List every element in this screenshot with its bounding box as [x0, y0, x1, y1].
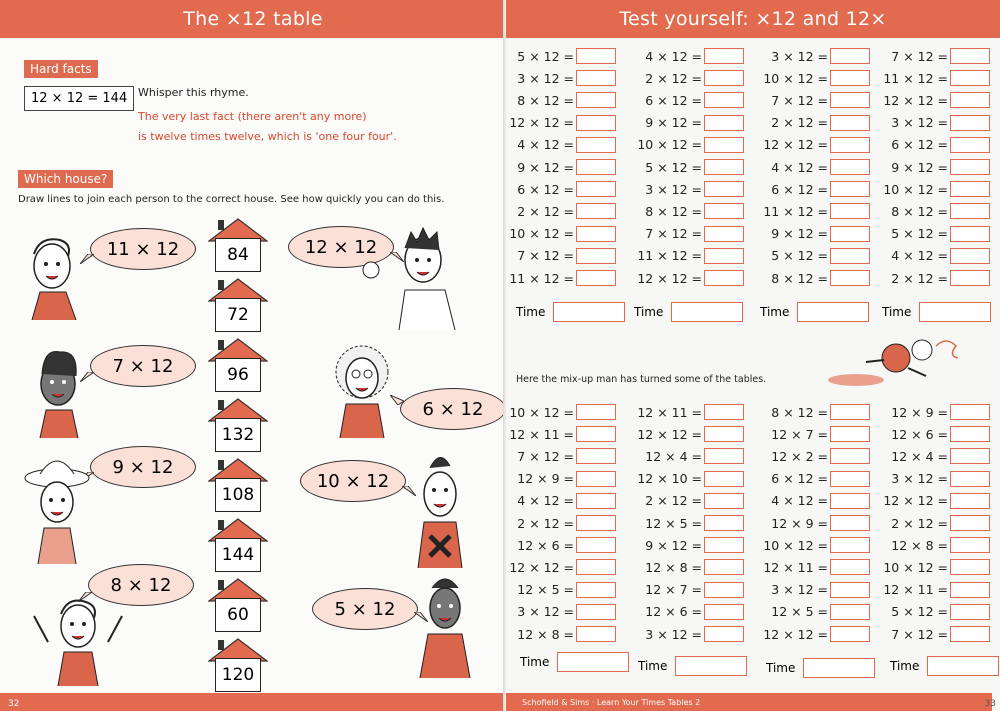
- question-text: 4 × 12 =: [645, 48, 702, 64]
- speech-bubble[interactable]: 5 × 12: [312, 588, 418, 630]
- answer-box[interactable]: [950, 448, 990, 464]
- question-text: 12 × 12 =: [883, 92, 948, 108]
- question-text: 11 × 12 =: [763, 203, 828, 219]
- question-text: 11 × 12 =: [883, 70, 948, 86]
- house-number: 144: [215, 538, 261, 572]
- question-text: 12 × 12 =: [763, 626, 828, 642]
- time-field[interactable]: [760, 302, 869, 322]
- question-text: 3 × 12 =: [891, 115, 948, 131]
- question-text: 12 × 11 =: [509, 426, 574, 442]
- answer-box[interactable]: [950, 582, 990, 598]
- speech-bubble[interactable]: 8 × 12: [88, 564, 194, 606]
- question-text: 7 × 12 =: [645, 226, 702, 242]
- footer-bar: [0, 693, 506, 711]
- question-text: 12 × 5 =: [517, 582, 574, 598]
- house[interactable]: [208, 518, 268, 574]
- question-text: 2 × 12 =: [771, 115, 828, 131]
- footer-bar: [506, 693, 992, 711]
- house-number: 108: [215, 478, 261, 512]
- answer-box[interactable]: [950, 471, 990, 487]
- speech-bubble[interactable]: 12 × 12: [288, 226, 394, 268]
- question-text: 7 × 12 =: [891, 626, 948, 642]
- question-text: 12 × 2 =: [771, 448, 828, 464]
- question-text: 5 × 12 =: [771, 248, 828, 264]
- question-text: 12 × 12 =: [883, 493, 948, 509]
- question-text: 12 × 8 =: [891, 537, 948, 553]
- person-illustration: [20, 230, 90, 320]
- answer-box[interactable]: [950, 626, 990, 642]
- question-text: 6 × 12 =: [645, 92, 702, 108]
- time-label: Time: [634, 305, 664, 319]
- person-illustration: [400, 448, 480, 568]
- house-number: 132: [215, 418, 261, 452]
- question-text: 10 × 12 =: [763, 70, 828, 86]
- answer-box[interactable]: [950, 181, 990, 197]
- question-text: 3 × 12 =: [517, 70, 574, 86]
- question-text: 2 × 12 =: [645, 493, 702, 509]
- speech-bubble[interactable]: 10 × 12: [300, 460, 406, 502]
- time-label: Time: [760, 305, 790, 319]
- answer-box[interactable]: [950, 270, 990, 286]
- question-text: 12 × 12 =: [509, 559, 574, 575]
- question-text: 10 × 12 =: [637, 137, 702, 153]
- time-label: Time: [882, 305, 912, 319]
- time-field[interactable]: [882, 302, 991, 322]
- question-text: 9 × 12 =: [517, 159, 574, 175]
- question-text: 12 × 12 =: [637, 426, 702, 442]
- question-row: [840, 68, 990, 88]
- question-text: 12 × 8 =: [517, 626, 574, 642]
- question-row: [840, 580, 990, 600]
- time-field[interactable]: [638, 656, 747, 676]
- time-label: Time: [516, 305, 546, 319]
- house-number: 120: [215, 658, 261, 692]
- question-text: 9 × 12 =: [645, 115, 702, 131]
- question-text: 12 × 6 =: [891, 426, 948, 442]
- question-text: 3 × 12 =: [771, 582, 828, 598]
- question-text: 12 × 6 =: [645, 604, 702, 620]
- question-text: 12 × 10 =: [637, 471, 702, 487]
- question-text: 10 × 12 =: [509, 226, 574, 242]
- question-text: 6 × 12 =: [771, 181, 828, 197]
- answer-box[interactable]: [950, 537, 990, 553]
- question-text: 4 × 12 =: [517, 493, 574, 509]
- question-text: 10 × 12 =: [883, 559, 948, 575]
- footer-text: Schofield & Sims · Learn Your Times Tables 2: [522, 697, 701, 707]
- time-input[interactable]: [671, 302, 743, 322]
- question-text: 8 × 12 =: [771, 404, 828, 420]
- question-text: 9 × 12 =: [645, 537, 702, 553]
- question-text: 2 × 12 =: [517, 515, 574, 531]
- question-row: [840, 513, 990, 533]
- question-text: 8 × 12 =: [771, 270, 828, 286]
- time-label: Time: [638, 659, 668, 673]
- house[interactable]: [208, 278, 268, 334]
- answer-box[interactable]: [950, 203, 990, 219]
- question-text: 12 × 6 =: [517, 537, 574, 553]
- right-page: [506, 0, 1000, 711]
- time-label: Time: [766, 661, 796, 675]
- question-text: 12 × 7 =: [771, 426, 828, 442]
- question-row: [840, 201, 990, 221]
- time-input[interactable]: [919, 302, 991, 322]
- question-text: 12 × 11 =: [883, 582, 948, 598]
- question-row: [840, 135, 990, 155]
- question-text: 12 × 11 =: [763, 559, 828, 575]
- time-input[interactable]: [797, 302, 869, 322]
- question-text: 5 × 12 =: [891, 226, 948, 242]
- question-text: 12 × 12 =: [637, 270, 702, 286]
- person-illustration: [22, 444, 92, 564]
- question-row: [840, 402, 990, 422]
- question-text: 12 × 12 =: [509, 115, 574, 131]
- person-illustration: [410, 568, 480, 678]
- question-text: 7 × 12 =: [517, 248, 574, 264]
- house-number: 84: [215, 238, 261, 272]
- instruction-text: Draw lines to join each person to the correct house. See how quickly you can do this.: [18, 194, 445, 205]
- answer-box[interactable]: [950, 137, 990, 153]
- question-row: [840, 46, 990, 66]
- house[interactable]: [208, 638, 268, 694]
- question-text: 6 × 12 =: [517, 181, 574, 197]
- question-text: 9 × 12 =: [891, 159, 948, 175]
- question-text: 5 × 12 =: [645, 159, 702, 175]
- question-row: [840, 246, 990, 266]
- question-text: 3 × 12 =: [517, 604, 574, 620]
- question-text: 8 × 12 =: [517, 92, 574, 108]
- answer-box[interactable]: [950, 515, 990, 531]
- time-input[interactable]: [927, 656, 999, 676]
- question-text: 4 × 12 =: [891, 248, 948, 264]
- question-text: 9 × 12 =: [771, 226, 828, 242]
- page-title: The ×12 table: [0, 0, 506, 38]
- rhyme-line-2: is twelve times twelve, which is 'one four four'.: [138, 130, 397, 143]
- question-text: 12 × 12 =: [763, 137, 828, 153]
- time-input[interactable]: [803, 658, 875, 678]
- question-row: [840, 113, 990, 133]
- house[interactable]: [208, 458, 268, 514]
- question-text: 10 × 12 =: [883, 181, 948, 197]
- answer-box[interactable]: [950, 559, 990, 575]
- time-field[interactable]: [890, 656, 999, 676]
- question-text: 4 × 12 =: [771, 493, 828, 509]
- rhyme-intro: Whisper this rhyme.: [138, 86, 249, 99]
- time-field[interactable]: [766, 658, 875, 678]
- question-text: 7 × 12 =: [891, 48, 948, 64]
- answer-box[interactable]: [950, 404, 990, 420]
- page-number: 33: [984, 699, 996, 709]
- question-text: 2 × 12 =: [891, 515, 948, 531]
- question-text: 4 × 12 =: [771, 159, 828, 175]
- answer-box[interactable]: [950, 493, 990, 509]
- page-number: 32: [8, 699, 20, 709]
- answer-box[interactable]: [950, 248, 990, 264]
- question-text: 8 × 12 =: [645, 203, 702, 219]
- question-text: 12 × 4 =: [645, 448, 702, 464]
- question-row: [840, 90, 990, 110]
- question-row: [840, 535, 990, 555]
- person-illustration: [322, 338, 402, 438]
- rhyme-line-1: The very last fact (there aren't any more): [138, 110, 367, 123]
- question-row: [840, 179, 990, 199]
- question-row: [840, 268, 990, 288]
- hard-facts-label: Hard facts: [24, 60, 98, 78]
- time-input[interactable]: [557, 652, 629, 672]
- question-text: 10 × 12 =: [509, 404, 574, 420]
- time-field[interactable]: [634, 302, 743, 322]
- speech-bubble[interactable]: 9 × 12: [90, 446, 196, 488]
- which-house-label: Which house?: [18, 170, 113, 188]
- question-row: [840, 557, 990, 577]
- time-field[interactable]: [516, 302, 625, 322]
- question-text: 11 × 12 =: [637, 248, 702, 264]
- house[interactable]: [208, 218, 268, 274]
- answer-box[interactable]: [950, 92, 990, 108]
- house[interactable]: [208, 338, 268, 394]
- question-text: 12 × 11 =: [637, 404, 702, 420]
- question-text: 3 × 12 =: [771, 48, 828, 64]
- question-text: 12 × 7 =: [645, 582, 702, 598]
- question-row: [840, 469, 990, 489]
- page-title: Test yourself: ×12 and 12×: [506, 0, 1000, 38]
- mixup-man-icon: [826, 332, 976, 392]
- question-text: 3 × 12 =: [645, 626, 702, 642]
- mixup-intro: Here the mix-up man has turned some of the tables.: [516, 374, 767, 385]
- question-text: 6 × 12 =: [891, 137, 948, 153]
- question-row: [840, 602, 990, 622]
- time-input[interactable]: [675, 656, 747, 676]
- person-illustration: [355, 220, 465, 330]
- question-text: 8 × 12 =: [891, 203, 948, 219]
- question-text: 12 × 4 =: [891, 448, 948, 464]
- person-illustration: [28, 586, 128, 686]
- answer-box[interactable]: [950, 226, 990, 242]
- question-text: 12 × 9 =: [771, 515, 828, 531]
- question-text: 12 × 8 =: [645, 559, 702, 575]
- question-text: 6 × 12 =: [771, 471, 828, 487]
- question-text: 7 × 12 =: [771, 92, 828, 108]
- answer-box[interactable]: [950, 115, 990, 131]
- question-row: [840, 491, 990, 511]
- answer-box[interactable]: [950, 426, 990, 442]
- house[interactable]: [208, 578, 268, 634]
- question-row: [840, 224, 990, 244]
- question-row: [840, 424, 990, 444]
- question-text: 2 × 12 =: [891, 270, 948, 286]
- speech-bubble[interactable]: 6 × 12: [400, 388, 506, 430]
- house-number: 96: [215, 358, 261, 392]
- question-row: [840, 446, 990, 466]
- answer-box[interactable]: [950, 604, 990, 620]
- time-input[interactable]: [553, 302, 625, 322]
- time-label: Time: [520, 655, 550, 669]
- answer-box[interactable]: [950, 159, 990, 175]
- answer-box[interactable]: [950, 48, 990, 64]
- question-text: 12 × 9 =: [891, 404, 948, 420]
- hard-fact-box: 12 × 12 = 144: [24, 86, 134, 111]
- speech-bubble[interactable]: 7 × 12: [90, 345, 196, 387]
- house[interactable]: [208, 398, 268, 454]
- question-row: [840, 624, 990, 644]
- question-text: 12 × 5 =: [771, 604, 828, 620]
- question-text: 5 × 12 =: [891, 604, 948, 620]
- question-text: 12 × 5 =: [645, 515, 702, 531]
- question-text: 4 × 12 =: [517, 137, 574, 153]
- house-number: 72: [215, 298, 261, 332]
- question-text: 7 × 12 =: [517, 448, 574, 464]
- answer-box[interactable]: [950, 70, 990, 86]
- question-text: 3 × 12 =: [645, 181, 702, 197]
- person-illustration: [30, 338, 90, 438]
- speech-bubble[interactable]: 11 × 12: [90, 228, 196, 270]
- house-number: 60: [215, 598, 261, 632]
- time-field[interactable]: [520, 652, 629, 672]
- question-text: 5 × 12 =: [517, 48, 574, 64]
- question-text: 11 × 12 =: [509, 270, 574, 286]
- time-label: Time: [890, 659, 920, 673]
- question-text: 10 × 12 =: [763, 537, 828, 553]
- question-text: 12 × 9 =: [517, 471, 574, 487]
- question-text: 3 × 12 =: [891, 471, 948, 487]
- question-row: [840, 157, 990, 177]
- question-text: 2 × 12 =: [645, 70, 702, 86]
- question-text: 2 × 12 =: [517, 203, 574, 219]
